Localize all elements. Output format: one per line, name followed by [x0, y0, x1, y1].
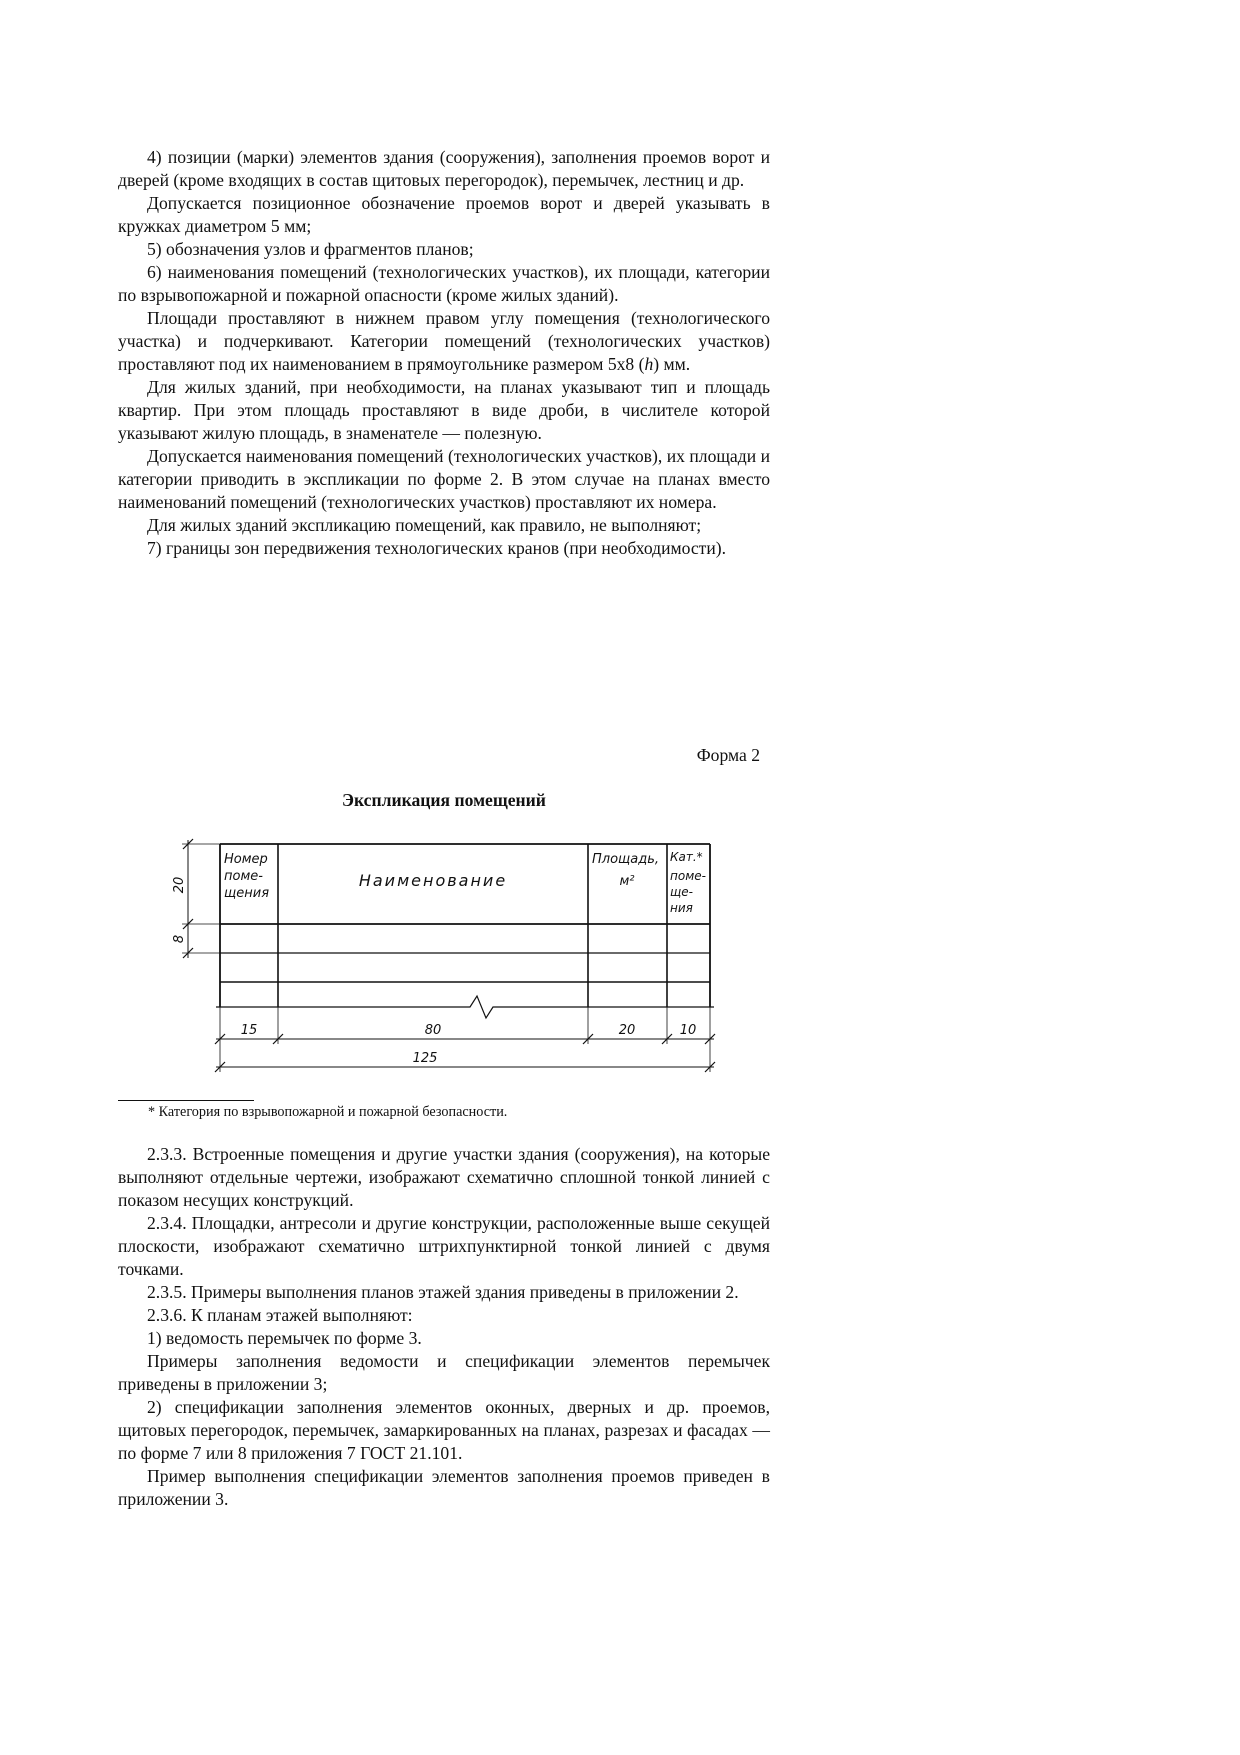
- footnote: * Категория по взрывопожарной и пожарной безопасности.: [148, 1104, 508, 1120]
- dim-label-col-width: 15: [240, 1023, 258, 1038]
- header-col1-line: поме-: [224, 869, 263, 884]
- paragraph: Допускается наименования помещений (технологических участков), их площади и категории приводить в экспликации по форме 2. В этом случае на планах вместо наименований помещений (технологических участков) проставляют их номера.: [118, 446, 770, 512]
- header-col1-line: Номер: [224, 852, 268, 867]
- top-text-block: [118, 146, 770, 560]
- dim-label-row-height: 8: [172, 934, 187, 944]
- explication-table-drawing: [170, 834, 730, 1084]
- paragraph: Пример выполнения спецификации элементов заполнения проемов приведен в приложении 3.: [118, 1466, 770, 1509]
- dim-label-header-height: 20: [172, 876, 187, 894]
- paragraph: Для жилых зданий, при необходимости, на планах указывают тип и площадь квартир. При этом площадь проставляют в виде дроби, в числителе которой указывают жилую площадь, в знаменателе — полезную.: [118, 377, 770, 443]
- paragraph: 2.3.4. Площадки, антресоли и другие конструкции, расположенные выше секущей плоскости, изображают схематично штрихпунктирной тонкой линией с двумя точками.: [118, 1213, 770, 1279]
- paragraph: 5) обозначения узлов и фрагментов планов;: [147, 239, 474, 259]
- paragraph: Примеры заполнения ведомости и спецификации элементов перемычек приведены в приложении 3;: [118, 1351, 770, 1394]
- italic-h: h: [644, 354, 654, 374]
- paragraph: 2.3.3. Встроенные помещения и другие участки здания (сооружения), на которые выполняют отдельные чертежи, изображают схематично сплошной тонкой линией с показом несущих конструкций.: [118, 1144, 770, 1210]
- paragraph: [118, 307, 770, 376]
- paragraph-tail: ) мм.: [653, 354, 691, 374]
- header-col4-line: ния: [670, 901, 693, 915]
- paragraph: Для жилых зданий экспликацию помещений, как правило, не выполняют;: [147, 515, 702, 535]
- header-col3-line: м²: [619, 874, 635, 889]
- header-col1-line: щения: [224, 886, 270, 901]
- dim-label-col-width: 80: [424, 1023, 442, 1038]
- header-col4-line: поме-: [670, 869, 706, 883]
- paragraph: 2) спецификации заполнения элементов оконных, дверных и др. проемов, щитовых перегородок, перемычек, замаркированных на планах, разрезах и фасадах — по форме 7 или 8 приложения 7 ГОСТ 21.101.: [118, 1397, 770, 1463]
- header-col4-line: Кат.*: [670, 850, 703, 864]
- paragraph: 2.3.5. Примеры выполнения планов этажей здания приведены в приложении 2.: [147, 1282, 739, 1302]
- header-col4-line: ще-: [670, 885, 694, 899]
- dim-label-col-width: 20: [618, 1023, 636, 1038]
- paragraph: 7) границы зон передвижения технологических кранов (при необходимости).: [147, 538, 727, 558]
- dim-label-total-width: 125: [412, 1051, 438, 1066]
- dim-label-col-width: 10: [679, 1023, 697, 1038]
- paragraph: 1) ведомость перемычек по форме 3.: [147, 1328, 422, 1348]
- paragraph: Допускается позиционное обозначение проемов ворот и дверей указывать в кружках диаметром 5 мм;: [118, 193, 770, 236]
- paragraph: 4) позиции (марки) элементов здания (сооружения), заполнения проемов ворот и дверей (кроме входящих в состав щитовых перегородок), перемычек, лестниц и др.: [118, 147, 770, 190]
- paragraph: 2.3.6. К планам этажей выполняют:: [147, 1305, 413, 1325]
- paragraph: 6) наименования помещений (технологических участков), их площади, категории по взрывопожарной и пожарной опасности (кроме жилых зданий).: [118, 262, 770, 305]
- table-title: Экспликация помещений: [342, 790, 546, 810]
- paragraph-text: Площади проставляют в нижнем правом углу помещения (технологического участка) и подчеркивают. Категории помещений (технологических участков) проставляют под их наименованием в прямоугольнике размером 5x8 (: [118, 308, 770, 374]
- bottom-text-block: [118, 1143, 770, 1511]
- footnote-rule: [118, 1100, 254, 1101]
- break-line: [216, 996, 714, 1018]
- header-col2: Наименование: [358, 871, 508, 890]
- header-col3-line: Площадь,: [592, 852, 660, 867]
- form-label: Форма 2: [696, 745, 760, 765]
